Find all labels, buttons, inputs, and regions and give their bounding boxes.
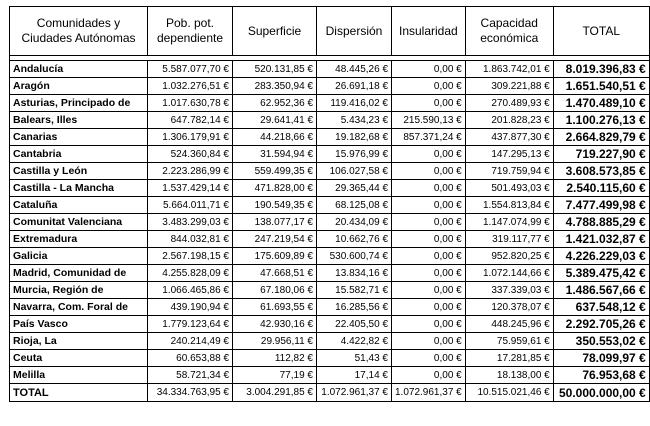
insularity-value: 0,00 € <box>392 350 466 367</box>
dependent-population-value: 524.360,84 € <box>148 146 233 163</box>
total-value: 1.100.276,13 € <box>553 112 649 129</box>
surface-value: 175.609,89 € <box>233 248 317 265</box>
dispersion-value: 16.285,56 € <box>317 299 392 316</box>
dependent-population-value: 1.537.429,14 € <box>148 180 233 197</box>
total-row <box>10 384 650 402</box>
total-value: 637.548,12 € <box>553 299 649 316</box>
community-name: Cataluña <box>10 197 148 214</box>
surface-value: 62.952,36 € <box>233 95 317 112</box>
surface-value: 42.930,16 € <box>233 316 317 333</box>
economic-capacity-value: 1.863.742,01 € <box>465 61 553 78</box>
surface-value: 190.549,35 € <box>233 197 317 214</box>
total-surface-value: 3.004.291,85 € <box>233 384 317 402</box>
table-row <box>10 129 650 146</box>
community-name: Castilla - La Mancha <box>10 180 148 197</box>
dependent-population-value: 5.664.011,71 € <box>148 197 233 214</box>
insularity-value: 0,00 € <box>392 231 466 248</box>
total-value: 1.470.489,10 € <box>553 95 649 112</box>
table-row <box>10 180 650 197</box>
dependent-population-value: 1.032.276,51 € <box>148 78 233 95</box>
economic-capacity-value: 270.489,93 € <box>465 95 553 112</box>
economic-capacity-value: 501.493,03 € <box>465 180 553 197</box>
economic-capacity-value: 120.378,07 € <box>465 299 553 316</box>
insularity-value: 0,00 € <box>392 146 466 163</box>
total-value: 350.553,02 € <box>553 333 649 350</box>
table-body <box>10 56 650 402</box>
community-name: Comunitat Valenciana <box>10 214 148 231</box>
table-row <box>10 146 650 163</box>
surface-value: 29.641,41 € <box>233 112 317 129</box>
dependent-population-value: 647.782,14 € <box>148 112 233 129</box>
surface-value: 29.956,11 € <box>233 333 317 350</box>
dispersion-value: 19.182,68 € <box>317 129 392 146</box>
surface-value: 31.594,94 € <box>233 146 317 163</box>
dependent-population-value: 3.483.299,03 € <box>148 214 233 231</box>
dispersion-value: 106.027,58 € <box>317 163 392 180</box>
total-value: 3.608.573,85 € <box>553 163 649 180</box>
table-row <box>10 95 650 112</box>
table-row <box>10 231 650 248</box>
table-row <box>10 265 650 282</box>
insularity-value: 0,00 € <box>392 197 466 214</box>
insularity-value: 0,00 € <box>392 265 466 282</box>
insularity-value: 0,00 € <box>392 282 466 299</box>
dispersion-value: 4.422,82 € <box>317 333 392 350</box>
dependent-population-value: 60.653,88 € <box>148 350 233 367</box>
surface-value: 138.077,17 € <box>233 214 317 231</box>
insularity-value: 0,00 € <box>392 180 466 197</box>
community-name: País Vasco <box>10 316 148 333</box>
economic-capacity-value: 437.877,30 € <box>465 129 553 146</box>
table-row <box>10 299 650 316</box>
header-surface: Superficie <box>233 7 317 56</box>
dispersion-value: 48.445,26 € <box>317 61 392 78</box>
economic-capacity-value: 1.147.074,99 € <box>465 214 553 231</box>
community-name: Murcia, Región de <box>10 282 148 299</box>
community-name: Madrid, Comunidad de <box>10 265 148 282</box>
table-row <box>10 197 650 214</box>
header-row <box>10 7 650 56</box>
dependent-population-value: 1.306.179,91 € <box>148 129 233 146</box>
table-row <box>10 78 650 95</box>
economic-capacity-value: 1.554.813,84 € <box>465 197 553 214</box>
dispersion-value: 20.434,09 € <box>317 214 392 231</box>
insularity-value: 0,00 € <box>392 61 466 78</box>
economic-capacity-value: 309.221,88 € <box>465 78 553 95</box>
economic-capacity-value: 337.339,03 € <box>465 282 553 299</box>
total-value: 1.486.567,66 € <box>553 282 649 299</box>
total-dispersion-value: 1.072.961,37 € <box>317 384 392 402</box>
table-row <box>10 112 650 129</box>
insularity-value: 0,00 € <box>392 367 466 384</box>
insularity-value: 215.590,13 € <box>392 112 466 129</box>
community-name: Cantabria <box>10 146 148 163</box>
header-insularity: Insularidad <box>392 7 466 56</box>
table-row <box>10 61 650 78</box>
insularity-value: 857.371,24 € <box>392 129 466 146</box>
insularity-value: 0,00 € <box>392 248 466 265</box>
dispersion-value: 68.125,08 € <box>317 197 392 214</box>
dependent-population-value: 58.721,34 € <box>148 367 233 384</box>
total-value: 2.540.115,60 € <box>553 180 649 197</box>
dispersion-value: 15.582,71 € <box>317 282 392 299</box>
total-community-name: TOTAL <box>10 384 148 402</box>
community-name: Galicia <box>10 248 148 265</box>
surface-value: 559.499,35 € <box>233 163 317 180</box>
insularity-value: 0,00 € <box>392 78 466 95</box>
dispersion-value: 22.405,50 € <box>317 316 392 333</box>
total-value: 4.788.885,29 € <box>553 214 649 231</box>
total-value: 8.019.396,83 € <box>553 61 649 78</box>
header-dependent-population: Pob. pot. dependiente <box>148 7 233 56</box>
economic-capacity-value: 1.072.144,66 € <box>465 265 553 282</box>
dependent-population-value: 1.017.630,78 € <box>148 95 233 112</box>
dispersion-value: 10.662,76 € <box>317 231 392 248</box>
surface-value: 61.693,55 € <box>233 299 317 316</box>
community-name: Balears, Illes <box>10 112 148 129</box>
dispersion-value: 51,43 € <box>317 350 392 367</box>
dependent-population-value: 1.779.123,64 € <box>148 316 233 333</box>
surface-value: 520.131,85 € <box>233 61 317 78</box>
table-row <box>10 163 650 180</box>
table-row <box>10 214 650 231</box>
community-name: Castilla y León <box>10 163 148 180</box>
total-value: 7.477.499,98 € <box>553 197 649 214</box>
economic-capacity-value: 75.959,61 € <box>465 333 553 350</box>
dispersion-value: 5.434,23 € <box>317 112 392 129</box>
community-name: Andalucía <box>10 61 148 78</box>
total-value: 1.651.540,51 € <box>553 78 649 95</box>
community-name: Canarias <box>10 129 148 146</box>
table-row <box>10 367 650 384</box>
economic-capacity-value: 952.820,25 € <box>465 248 553 265</box>
dependent-population-value: 844.032,81 € <box>148 231 233 248</box>
community-name: Navarra, Com. Foral de <box>10 299 148 316</box>
community-name: Aragón <box>10 78 148 95</box>
total-value: 2.292.705,26 € <box>553 316 649 333</box>
economic-capacity-value: 201.828,23 € <box>465 112 553 129</box>
total-value: 1.421.032,87 € <box>553 231 649 248</box>
table-row <box>10 248 650 265</box>
insularity-value: 0,00 € <box>392 333 466 350</box>
dispersion-value: 17,14 € <box>317 367 392 384</box>
header-communities: Comunidades y Ciudades Autónomas <box>10 7 148 56</box>
community-name: Melilla <box>10 367 148 384</box>
total-value: 719.227,90 € <box>553 146 649 163</box>
dependent-population-value: 5.587.077,70 € <box>148 61 233 78</box>
dispersion-value: 26.691,18 € <box>317 78 392 95</box>
insularity-value: 0,00 € <box>392 214 466 231</box>
total-insularity-value: 1.072.961,37 € <box>392 384 466 402</box>
total-value: 76.953,68 € <box>553 367 649 384</box>
surface-value: 283.350,94 € <box>233 78 317 95</box>
header-dispersion: Dispersión <box>317 7 392 56</box>
total-value: 5.389.475,42 € <box>553 265 649 282</box>
economic-capacity-value: 147.295,13 € <box>465 146 553 163</box>
insularity-value: 0,00 € <box>392 299 466 316</box>
surface-value: 67.180,06 € <box>233 282 317 299</box>
surface-value: 112,82 € <box>233 350 317 367</box>
dispersion-value: 15.976,99 € <box>317 146 392 163</box>
header-economic-capacity: Capacidad económica <box>465 7 553 56</box>
table-row <box>10 282 650 299</box>
surface-value: 47.668,51 € <box>233 265 317 282</box>
economic-capacity-value: 17.281,85 € <box>465 350 553 367</box>
table-row <box>10 316 650 333</box>
community-name: Asturias, Principado de <box>10 95 148 112</box>
table-row <box>10 333 650 350</box>
community-name: Ceuta <box>10 350 148 367</box>
table-row <box>10 350 650 367</box>
insularity-value: 0,00 € <box>392 95 466 112</box>
surface-value: 44.218,66 € <box>233 129 317 146</box>
dependent-population-value: 4.255.828,09 € <box>148 265 233 282</box>
surface-value: 247.219,54 € <box>233 231 317 248</box>
insularity-value: 0,00 € <box>392 163 466 180</box>
economic-capacity-value: 18.138,00 € <box>465 367 553 384</box>
dispersion-value: 530.600,74 € <box>317 248 392 265</box>
surface-value: 471.828,00 € <box>233 180 317 197</box>
dependent-population-value: 1.066.465,86 € <box>148 282 233 299</box>
dispersion-value: 29.365,44 € <box>317 180 392 197</box>
dispersion-value: 119.416,02 € <box>317 95 392 112</box>
dependent-population-value: 2.567.198,15 € <box>148 248 233 265</box>
total-value: 78.099,97 € <box>553 350 649 367</box>
community-name: Rioja, La <box>10 333 148 350</box>
economic-capacity-value: 719.759,94 € <box>465 163 553 180</box>
economic-capacity-value: 319.117,77 € <box>465 231 553 248</box>
total-value: 2.664.829,79 € <box>553 129 649 146</box>
dispersion-value: 13.834,16 € <box>317 265 392 282</box>
economic-capacity-value: 448.245,96 € <box>465 316 553 333</box>
dependent-population-value: 439.190,94 € <box>148 299 233 316</box>
insularity-value: 0,00 € <box>392 316 466 333</box>
total-total-value: 50.000.000,00 € <box>553 384 649 402</box>
header-total: TOTAL <box>553 7 649 56</box>
total-value: 4.226.229,03 € <box>553 248 649 265</box>
community-name: Extremadura <box>10 231 148 248</box>
surface-value: 77,19 € <box>233 367 317 384</box>
dependent-population-value: 240.214,49 € <box>148 333 233 350</box>
dependent-population-value: 2.223.286,99 € <box>148 163 233 180</box>
total-dependent-population-value: 34.334.763,95 € <box>148 384 233 402</box>
allocation-table <box>9 6 650 402</box>
total-economic-capacity-value: 10.515.021,46 € <box>465 384 553 402</box>
